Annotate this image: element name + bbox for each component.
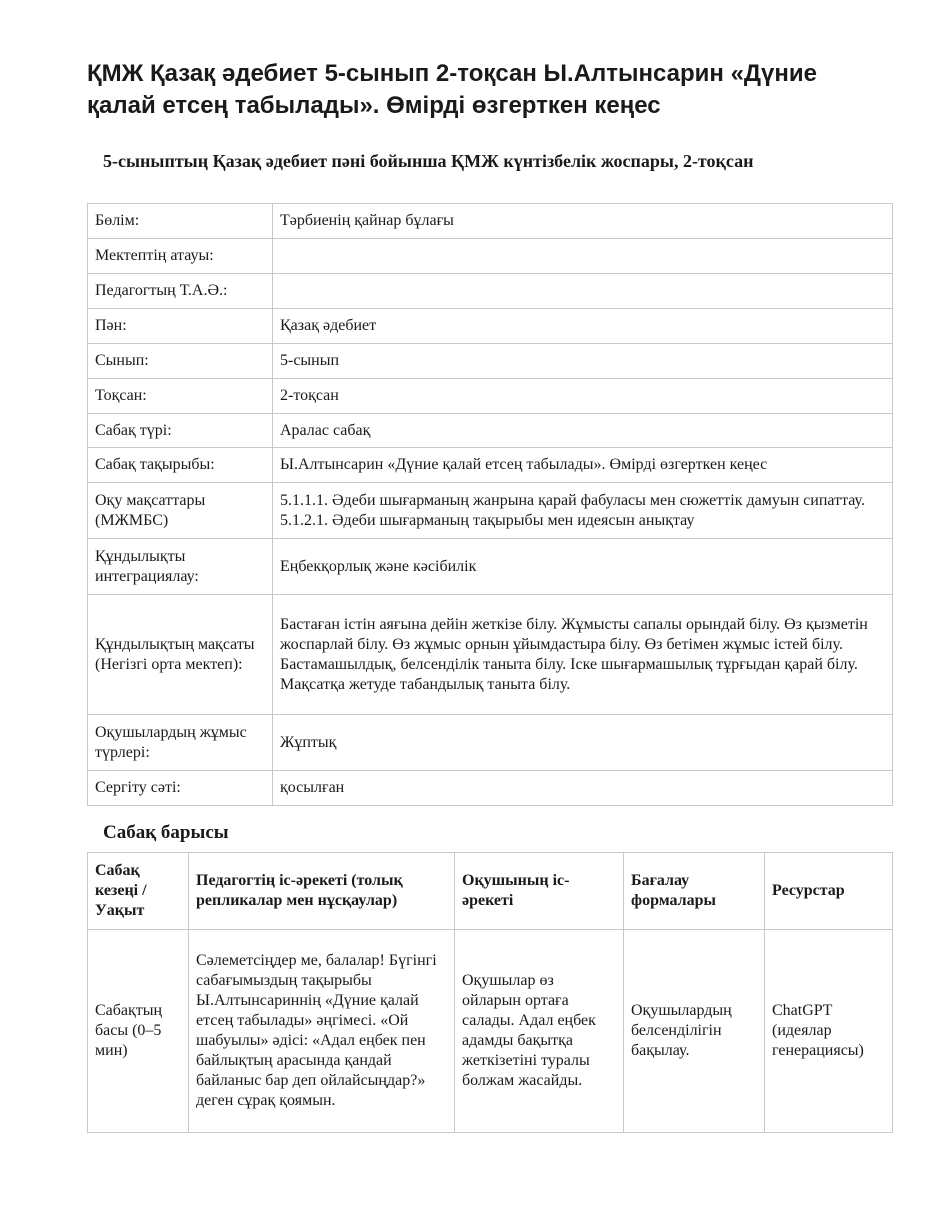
info-value: 5.1.1.1. Әдеби шығарманың жанрына қарай фабуласы мен сюжеттік дамуын сипаттау. 5.1.2.1. Әдеби шығарманың тақырыбы мен идеясын анықтау — [273, 483, 893, 539]
info-label: Сабақ түрі: — [88, 414, 273, 448]
info-value: 5-сынып — [273, 344, 893, 379]
table-row — [88, 309, 893, 344]
info-label: Құндылықтың мақсаты (Негізгі орта мектеп): — [88, 595, 273, 715]
table-header-row — [88, 853, 893, 930]
info-value: Аралас сабақ — [273, 414, 893, 448]
cell-stage: Сабақтың басы (0–5 мин) — [88, 930, 189, 1133]
info-value: Тәрбиенің қайнар бұлағы — [273, 204, 893, 239]
table-row — [88, 274, 893, 309]
table-row — [88, 771, 893, 806]
info-value: Ы.Алтынсарин «Дүние қалай етсең табылады». Өмірді өзгерткен кеңес — [273, 448, 893, 483]
info-label: Пән: — [88, 309, 273, 344]
table-row — [88, 483, 893, 539]
lesson-flow-table — [87, 852, 893, 1133]
column-header-stage: Сабақ кезеңі / Уақыт — [88, 853, 189, 930]
column-header-student: Оқушының іс-әрекеті — [455, 853, 624, 930]
info-value: Жұптық — [273, 715, 893, 771]
info-label: Оқушылардың жұмыс түрлері: — [88, 715, 273, 771]
info-label: Құндылықты интеграциялау: — [88, 539, 273, 595]
info-value: 2-тоқсан — [273, 379, 893, 414]
table-row — [88, 715, 893, 771]
column-header-resources: Ресурстар — [765, 853, 893, 930]
table-row — [88, 930, 893, 1133]
table-row — [88, 344, 893, 379]
info-label: Сергіту сәті: — [88, 771, 273, 806]
table-row — [88, 448, 893, 483]
info-label: Оқу мақсаттары (МЖМБС) — [88, 483, 273, 539]
table-row — [88, 539, 893, 595]
table-row — [88, 595, 893, 715]
info-label: Бөлім: — [88, 204, 273, 239]
document-subtitle: 5-сыныптың Қазақ әдебиет пәні бойынша ҚМЖ күнтізбелік жоспары, 2-тоқсан — [103, 151, 754, 171]
info-value: қосылған — [273, 771, 893, 806]
lesson-info-table — [87, 203, 893, 806]
info-value: Еңбекқорлық және кәсібилік — [273, 539, 893, 595]
cell-resources: ChatGPT (идеялар генерациясы) — [765, 930, 893, 1133]
info-value — [273, 274, 893, 309]
info-label: Сабақ тақырыбы: — [88, 448, 273, 483]
column-header-assessment: Бағалау формалары — [624, 853, 765, 930]
table-row — [88, 379, 893, 414]
table-row — [88, 204, 893, 239]
lesson-heading: Сабақ барысы — [103, 822, 229, 843]
info-label: Тоқсан: — [88, 379, 273, 414]
info-label: Сынып: — [88, 344, 273, 379]
column-header-teacher: Педагогтің іс-әрекеті (толық репликалар мен нұсқаулар) — [189, 853, 455, 930]
table-row — [88, 414, 893, 448]
cell-teacher-activity: Сәлеметсіңдер ме, балалар! Бүгінгі сабағымыздың тақырыбы Ы.Алтынсариннің «Дүние қалай етсең табылады» әңгімесі. «Ой шабуылы» әдісі: «Адал еңбек пен байлықтың арасында қандай байланыс бар деп ойлайсыңдар?» деген сұрақ қоямын. — [189, 930, 455, 1133]
table-row — [88, 239, 893, 274]
info-value: Бастаған істін аяғына дейін жеткізе білу. Жұмысты сапалы орындай білу. Өз қызметін жоспарлай білу. Өз жұмыс орнын ұйымдастыра білу. Өз бетімен жұмыс істей білу. Бастамашылдық, белсенділік таныта білу. Іске шығармашылық тұрғыдан қарай білу. Мақсатқа жетуде табандылық таныта білу. — [273, 595, 893, 715]
info-label: Мектептің атауы: — [88, 239, 273, 274]
document-title: ҚМЖ Қазақ әдебиет 5-сынып 2-тоқсан Ы.Алтынсарин «Дүние қалай етсең табылады». Өмірді өзгерткен кеңес — [87, 60, 817, 119]
info-label: Педагогтың Т.А.Ә.: — [88, 274, 273, 309]
info-value — [273, 239, 893, 274]
cell-student-activity: Оқушылар өз ойларын ортаға салады. Адал еңбек адамды бақытқа жеткізетіні туралы болжам жасайды. — [455, 930, 624, 1133]
info-value: Қазақ әдебиет — [273, 309, 893, 344]
cell-assessment: Оқушылардың белсенділігін бақылау. — [624, 930, 765, 1133]
